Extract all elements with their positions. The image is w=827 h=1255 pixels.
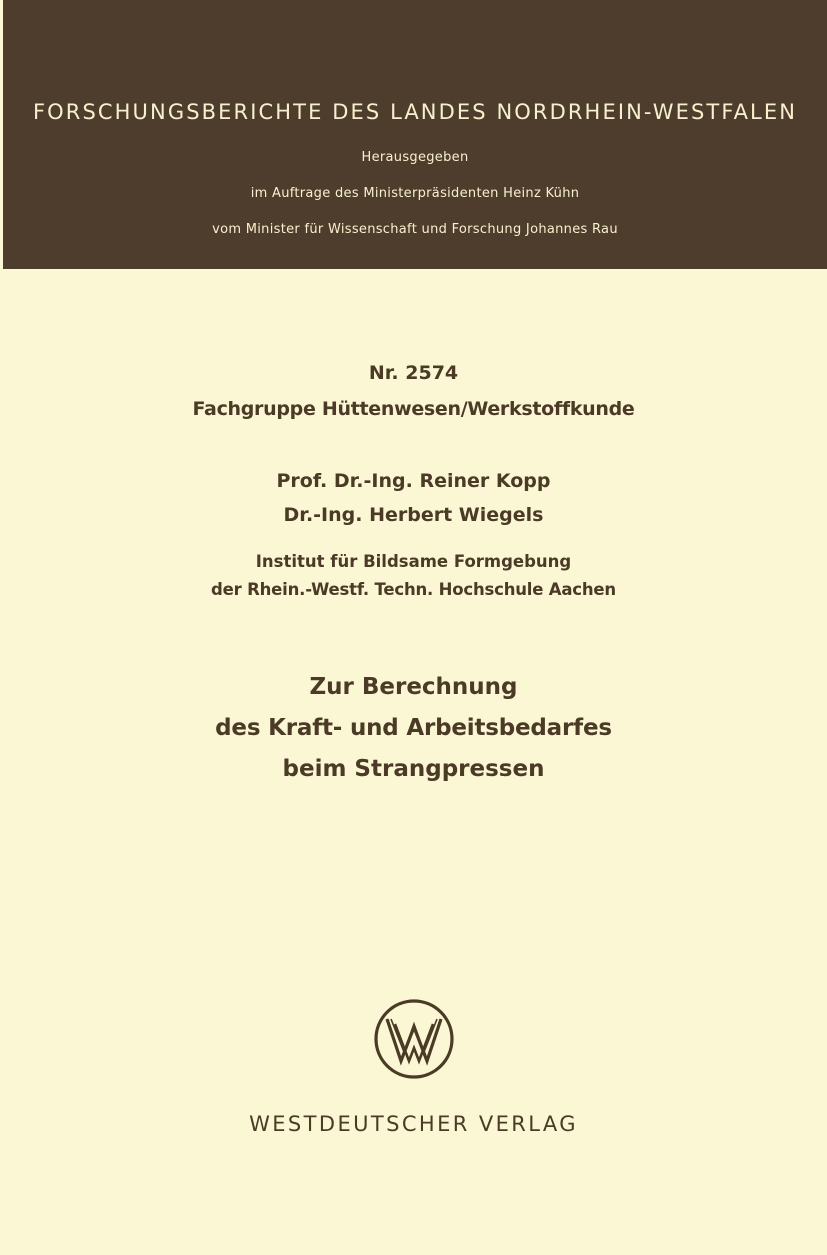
- commission-line: im Auftrage des Ministerpräsidenten Heinz Kühn: [250, 186, 580, 201]
- institute-line-1: Institut für Bildsame Formgebung: [255, 552, 572, 571]
- book-title-line-1: Zur Berechnung: [309, 674, 518, 700]
- series-title: FORSCHUNGSBERICHTE DES LANDES NORDRHEIN-WESTFALEN: [32, 100, 798, 124]
- header-band: [3, 0, 827, 269]
- wv-monogram-logo-icon: [373, 998, 455, 1080]
- author-2: Dr.-Ing. Herbert Wiegels: [283, 504, 544, 526]
- minister-line: vom Minister für Wissenschaft und Forschung Johannes Rau: [212, 222, 618, 237]
- subject-group: Fachgruppe Hüttenwesen/Werkstoffkunde: [192, 398, 635, 420]
- publisher-name: WESTDEUTSCHER VERLAG: [249, 1112, 578, 1136]
- editor-line: Herausgegeben: [361, 150, 469, 165]
- institute-line-2: der Rhein.-Westf. Techn. Hochschule Aachen: [211, 580, 616, 599]
- book-title-line-2: des Kraft- und Arbeitsbedarfes: [215, 715, 612, 741]
- report-number: Nr. 2574: [368, 362, 459, 384]
- book-title-line-3: beim Strangpressen: [282, 756, 545, 782]
- author-1: Prof. Dr.-Ing. Reiner Kopp: [276, 470, 551, 492]
